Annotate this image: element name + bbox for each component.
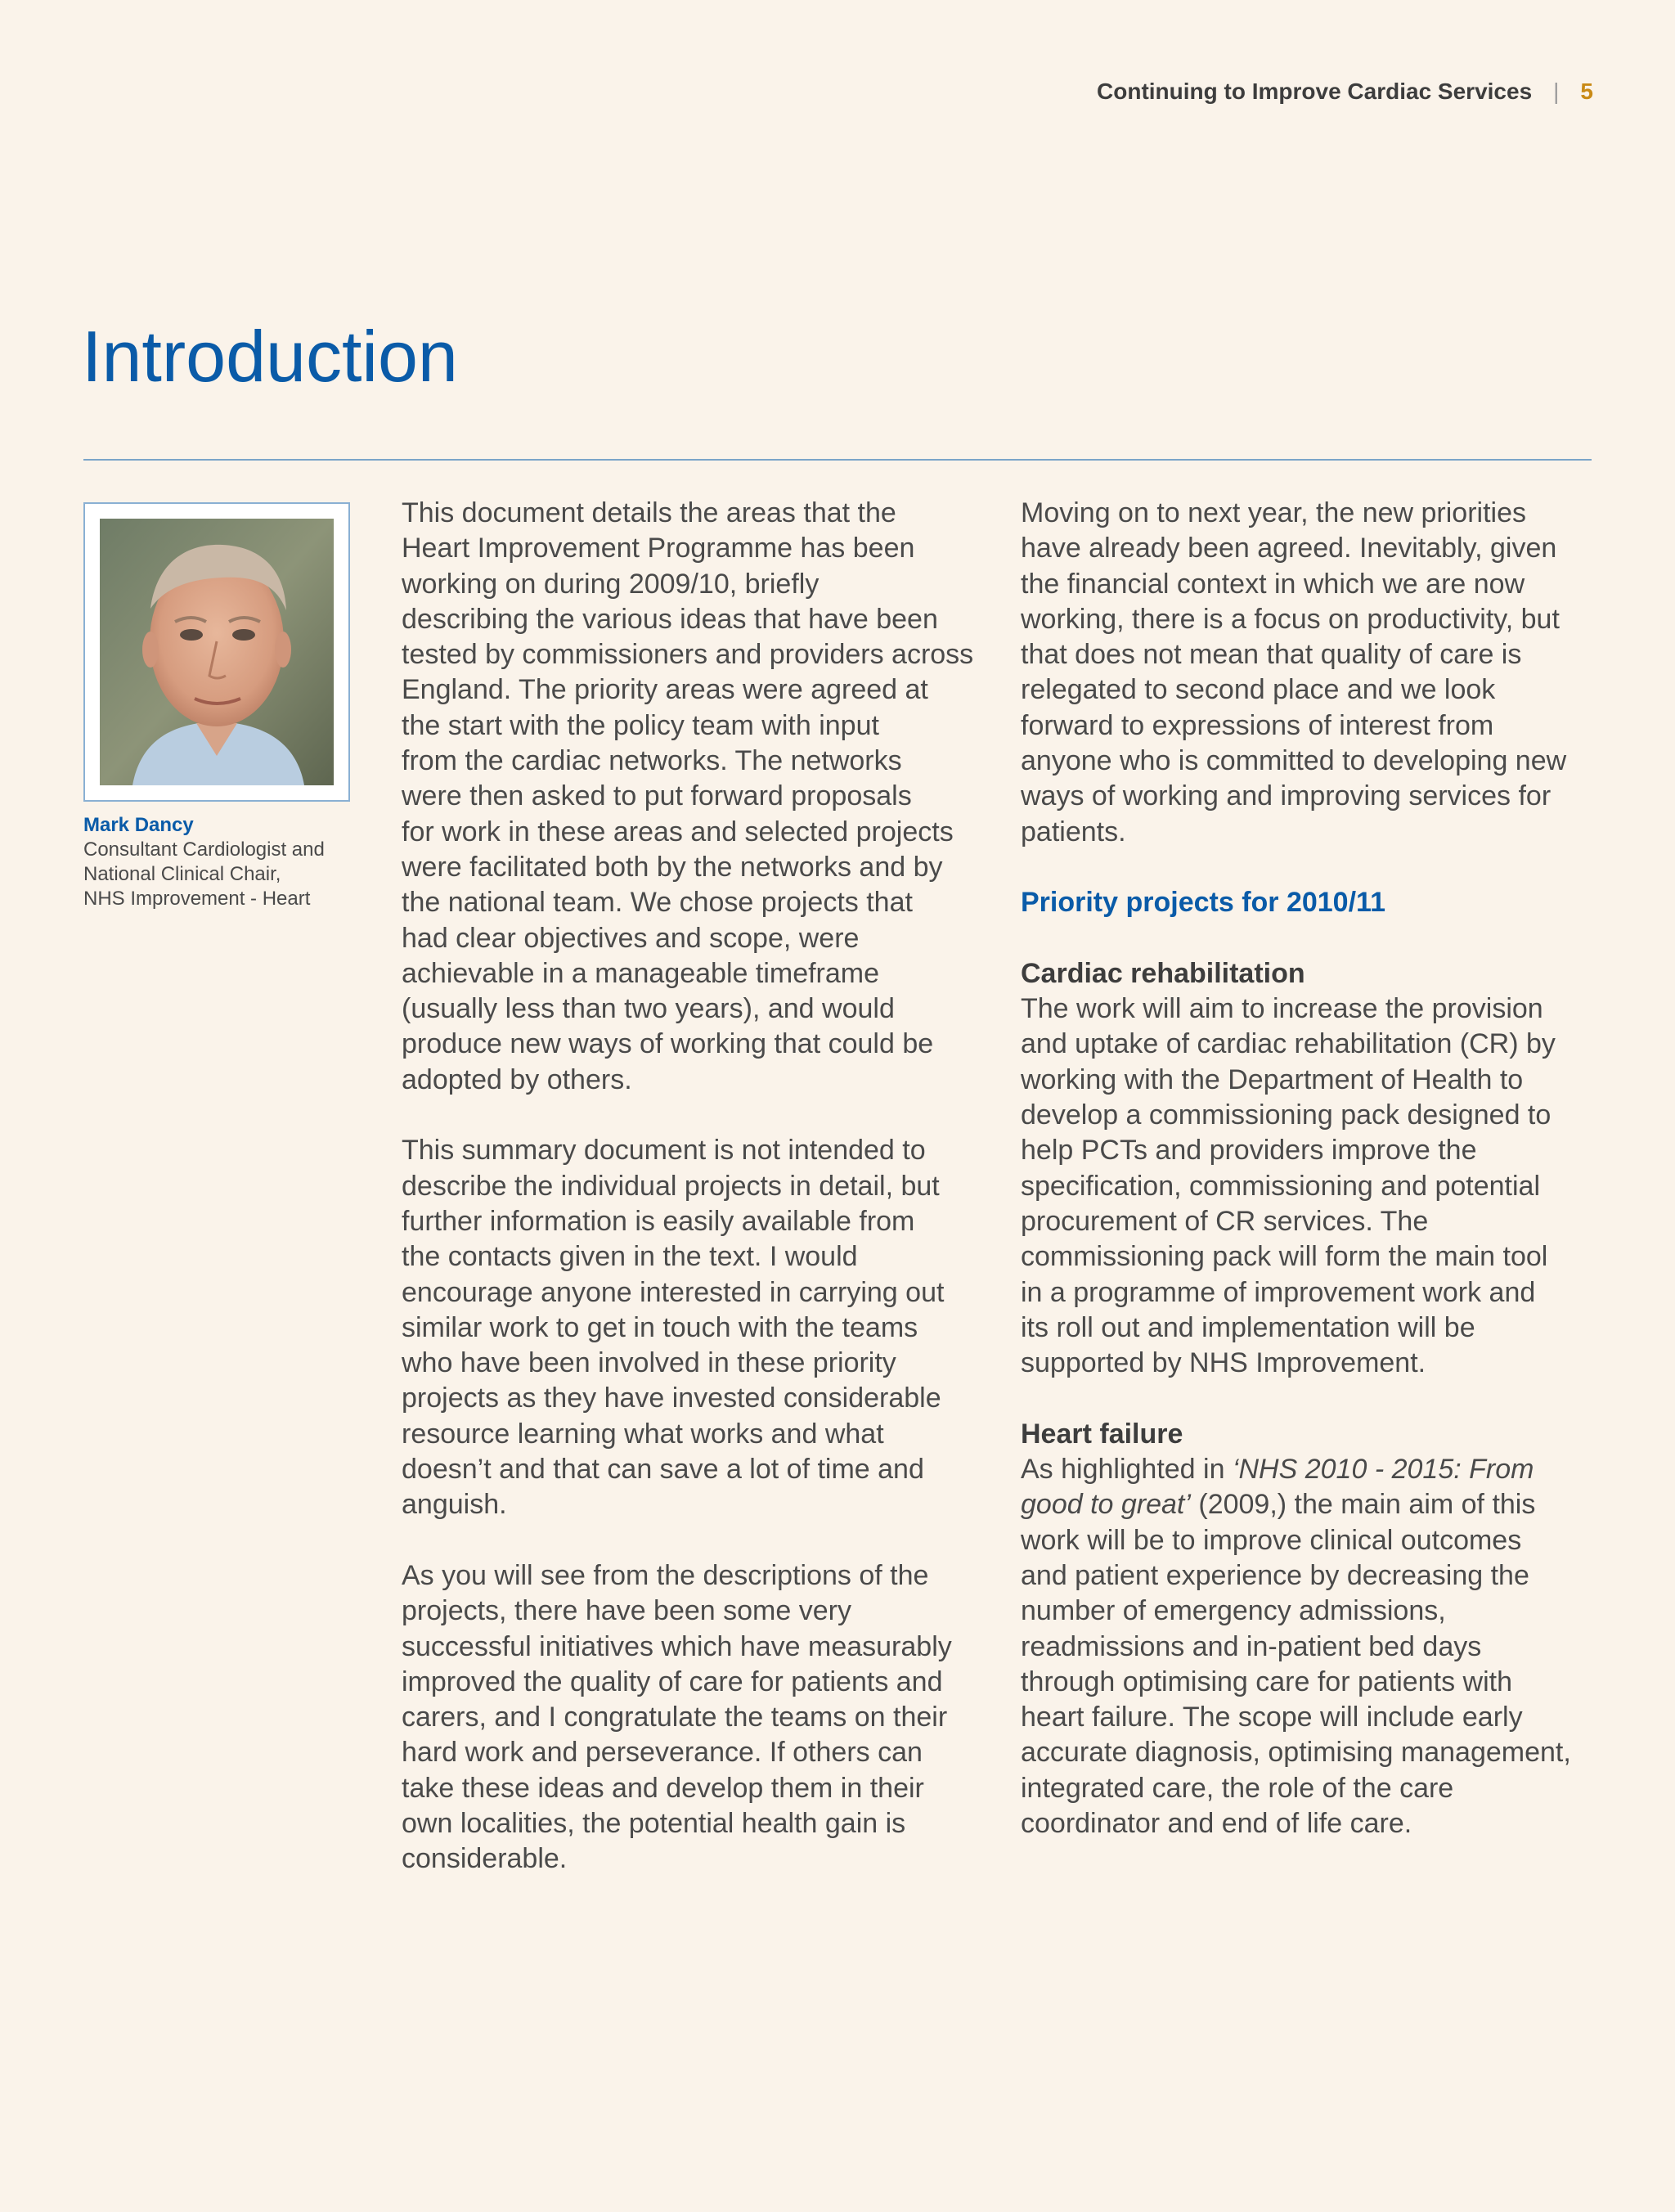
text-line: working with the Department of Health to [1021,1063,1524,1095]
text-line: adopted by others. [402,1063,632,1095]
text-line: resource learning what works and what [402,1418,884,1450]
text-span: As highlighted in [1021,1454,1233,1486]
text-line: patients. [1021,816,1126,847]
text-line: procurement of CR services. The [1021,1205,1429,1237]
text-line: improved the quality of care for patients and [402,1666,943,1697]
text-line: take these ideas and develop them in their [402,1772,924,1804]
text-line: heart failure. The scope will include early [1021,1702,1523,1733]
heart-failure-heading: Heart failure [1021,1418,1183,1450]
text-line: accurate diagnosis, optimising management, [1021,1737,1571,1769]
text-line: considerable. [402,1843,568,1875]
body-column-left [402,496,990,1877]
text-line: further information is easily available from [402,1205,915,1237]
text-line: the start with the policy team with input [402,709,879,741]
text-line: who have been involved in these priority [402,1347,896,1379]
text-line: successful initiatives which have measurably [402,1630,952,1662]
text-line: working, there is a focus on productivity, but [1021,603,1560,635]
text-line: the national team. We chose projects that [402,887,913,919]
text-line: forward to expressions of interest from [1021,709,1494,741]
paragraph-gap [1021,850,1610,885]
text-line: achievable in a manageable timeframe [402,957,880,989]
text-line: the financial context in which we are now [1021,568,1525,600]
text-line: had clear objectives and scope, were [402,922,860,954]
author-name: Mark Dancy [83,814,194,836]
text-line: in a programme of improvement work and [1021,1276,1536,1308]
text-line [1021,1487,1610,1522]
text-line: anyone who is committed to developing new [1021,745,1567,777]
title-divider [83,459,1592,461]
text-line: ways of working and improving services for [1021,780,1552,812]
author-photo [100,519,334,785]
text-line: projects as they have invested considerable [402,1382,941,1414]
text-line: the contacts given in the text. I would [402,1241,858,1273]
text-line: specification, commissioning and potential [1021,1170,1541,1202]
intro-paragraph-3 [402,1558,990,1877]
text-line: have already been agreed. Inevitably, given [1021,533,1557,564]
text-line: This document details the areas that the [402,497,896,528]
paragraph-gap [1021,921,1610,956]
text-line: number of emergency admissions, [1021,1595,1446,1627]
text-line: As you will see from the descriptions of the [402,1559,929,1591]
text-line: were facilitated both by the networks and by [402,851,943,883]
text-line: produce new ways of working that could be [402,1028,934,1060]
author-role-line: NHS Improvement - Heart [83,888,311,910]
page-title: Introduction [82,316,458,397]
author-role-line: National Clinical Chair, [83,863,281,885]
text-line: encourage anyone interested in carrying out [402,1276,945,1308]
text-line: doesn’t and that can save a lot of time and [402,1454,924,1486]
text-line: were then asked to put forward proposals [402,780,912,812]
text-line: help PCTs and providers improve the [1021,1135,1477,1167]
cardiac-rehab-heading: Cardiac rehabilitation [1021,957,1305,989]
heart-failure-paragraph [1021,1452,1610,1841]
header-separator: | [1553,79,1560,104]
text-line: carers, and I congratulate the teams on their [402,1702,948,1733]
text-line: describing the various ideas that have been [402,603,938,635]
text-line: commissioning pack will form the main tool [1021,1241,1548,1273]
cardiac-rehab-paragraph [1021,991,1610,1381]
text-line: England. The priority areas were agreed at [402,674,928,706]
intro-paragraph-2 [402,1133,990,1522]
body-column-right [1021,496,1610,1841]
running-title: Continuing to Improve Cardiac Services [1097,79,1533,104]
text-line: integrated care, the role of the care [1021,1772,1454,1804]
text-line: for work in these areas and selected projects [402,816,954,847]
text-line [1021,1452,1610,1487]
text-line: work will be to improve clinical outcomes [1021,1524,1522,1556]
text-line: and uptake of cardiac rehabilitation (CR) by [1021,1028,1556,1060]
text-line: working on during 2009/10, briefly [402,568,820,600]
text-line: and patient experience by decreasing the [1021,1559,1529,1591]
paragraph-gap [402,1098,990,1133]
running-header [1097,79,1593,105]
priority-projects-heading: Priority projects for 2010/11 [1021,887,1385,919]
text-line: similar work to get in touch with the teams [402,1311,918,1343]
text-line: hard work and perseverance. If others can [402,1737,923,1769]
text-line: from the cardiac networks. The networks [402,745,902,777]
next-year-paragraph [1021,496,1610,850]
text-line: This summary document is not intended to [402,1135,926,1167]
text-line: its roll out and implementation will be [1021,1311,1475,1343]
text-line: tested by commissioners and providers across [402,639,974,671]
paragraph-gap [1021,1381,1610,1416]
text-line: Moving on to next year, the new priorities [1021,497,1526,528]
text-line: own localities, the potential health gain is [402,1807,906,1839]
text-line: that does not mean that quality of care is [1021,639,1522,671]
text-line: coordinator and end of life care. [1021,1807,1412,1839]
author-caption [83,813,361,911]
text-line: (usually less than two years), and would [402,993,895,1025]
text-line: relegated to second place and we look [1021,674,1496,706]
publication-title-italic: good to great’ [1021,1489,1191,1521]
text-line: describe the individual projects in detail, but [402,1170,940,1202]
text-line: through optimising care for patients with [1021,1666,1512,1697]
text-line: anguish. [402,1489,507,1521]
text-span: (2009,) the main aim of this [1190,1489,1536,1521]
text-line: develop a commissioning pack designed to [1021,1099,1552,1131]
author-role-line: Consultant Cardiologist and [83,838,325,861]
text-line: supported by NHS Improvement. [1021,1347,1426,1379]
page-number: 5 [1580,79,1593,104]
intro-paragraph-1 [402,496,990,1098]
text-line: readmissions and in-patient bed days [1021,1630,1482,1662]
publication-title-italic: ‘NHS 2010 - 2015: From [1232,1454,1534,1486]
author-photo-frame [83,502,350,802]
text-line: projects, there have been some very [402,1595,851,1627]
text-line: The work will aim to increase the provision [1021,993,1543,1025]
text-line: Heart Improvement Programme has been [402,533,915,564]
paragraph-gap [402,1523,990,1558]
